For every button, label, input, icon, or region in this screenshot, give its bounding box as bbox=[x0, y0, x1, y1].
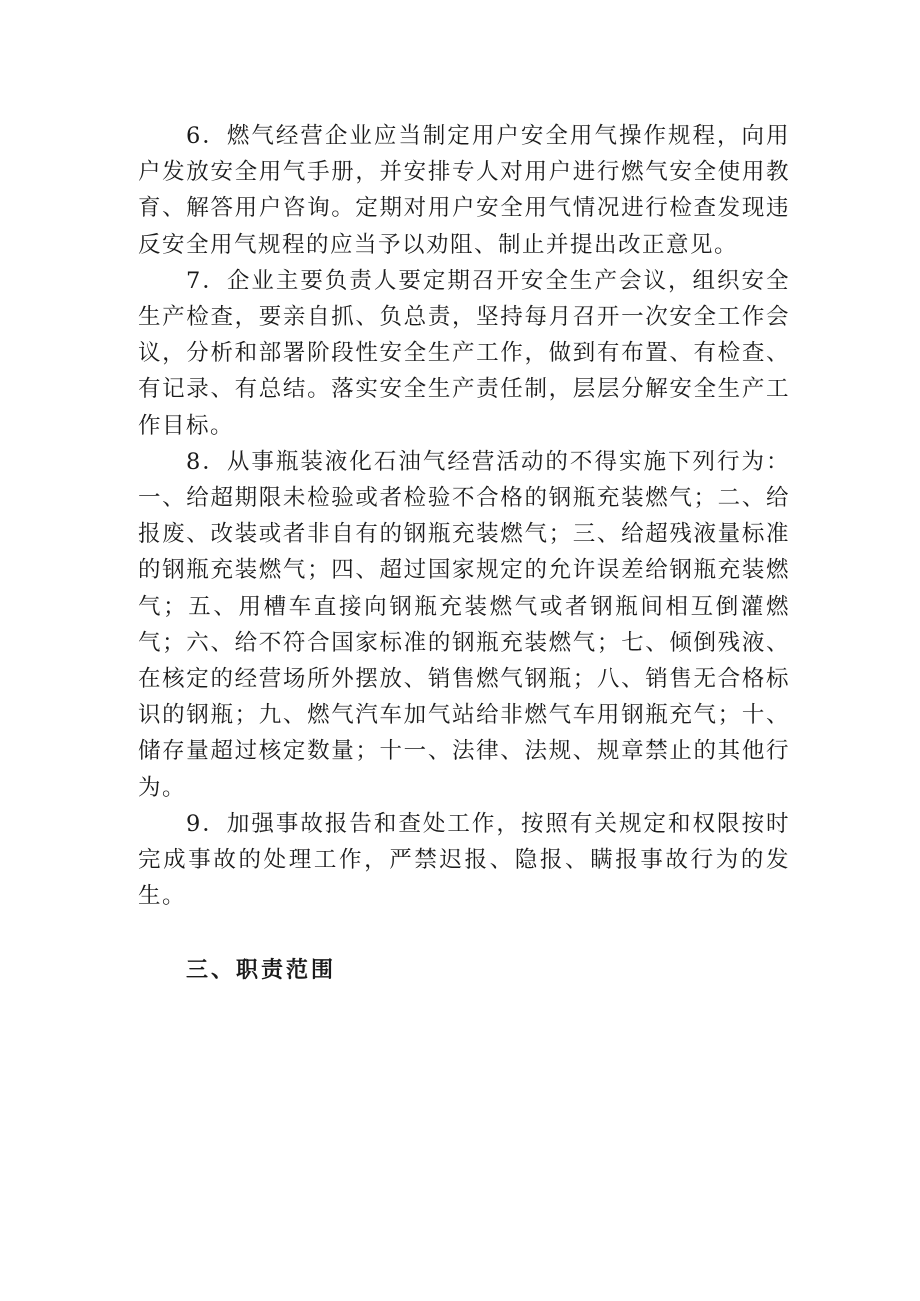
paragraph-item-7: 7．企业主要负责人要定期召开安全生产会议，组织安全生产检查，要亲自抓、负总责，坚持每月召开一次安全工作会议，分析和部署阶段性安全生产工作，做到有布置、有检查、有记录、有总结。落实安全生产责任制，层层分解安全生产工作目标。 bbox=[138, 267, 790, 439]
paragraph-item-8: 8．从事瓶装液化石油气经营活动的不得实施下列行为：一、给超期限未检验或者检验不合格的钢瓶充装燃气；二、给报废、改装或者非自有的钢瓶充装燃气；三、给超残液量标准的钢瓶充装燃气；四、超过国家规定的允许误差给钢瓶充装燃气；五、用槽车直接向钢瓶充装燃气或者钢瓶间相互倒灌燃气；六、给不符合国家标准的钢瓶充装燃气；七、倾倒残液、在核定的经营场所外摆放、销售燃气钢瓶；八、销售无合格标识的钢瓶；九、燃气汽车加气站给非燃气车用钢瓶充气；十、储存量超过核定数量；十一、法律、法规、规章禁止的其他行为。 bbox=[138, 448, 790, 801]
paragraph-item-9: 9．加强事故报告和查处工作，按照有关规定和权限按时完成事故的处理工作，严禁迟报、隐报、瞒报事故行为的发生。 bbox=[138, 810, 790, 910]
document-body bbox=[138, 118, 790, 914]
section-heading: 三、职责范围 bbox=[186, 958, 337, 983]
paragraph-item-6: 6．燃气经营企业应当制定用户安全用气操作规程，向用户发放安全用气手册，并安排专人对用户进行燃气安全使用教育、解答用户咨询。定期对用户安全用气情况进行检查发现违反安全用气规程的应当予以劝阻、制止并提出改正意见。 bbox=[138, 123, 790, 258]
